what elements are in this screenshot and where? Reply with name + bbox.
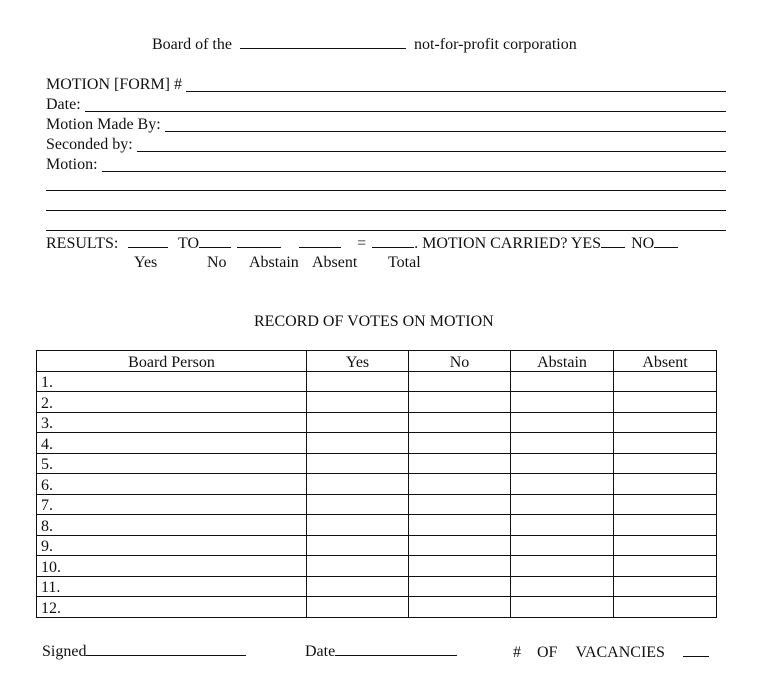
table-row bbox=[37, 494, 717, 515]
vacancies-blank[interactable] bbox=[683, 643, 709, 657]
sub-label-total: Total bbox=[388, 254, 421, 271]
made-by-line[interactable] bbox=[165, 131, 726, 132]
header-line bbox=[152, 35, 577, 53]
footer-date-line[interactable] bbox=[335, 642, 457, 656]
yes-cell[interactable] bbox=[307, 474, 409, 495]
record-title: RECORD OF VOTES ON MOTION bbox=[254, 313, 494, 330]
results-to: TO bbox=[178, 235, 200, 252]
table-row bbox=[37, 392, 717, 413]
header-absent: Absent bbox=[614, 351, 717, 372]
no-cell[interactable] bbox=[409, 556, 511, 577]
no-cell[interactable] bbox=[409, 474, 511, 495]
footer-date-field[interactable] bbox=[305, 642, 457, 660]
date-field[interactable] bbox=[46, 94, 726, 114]
board-person-cell[interactable]: 8. bbox=[37, 515, 307, 536]
board-person-cell[interactable]: 12. bbox=[37, 597, 307, 618]
table-header-row bbox=[37, 351, 717, 372]
motion-form-field[interactable] bbox=[46, 74, 726, 94]
motion-label: Motion: bbox=[46, 156, 98, 173]
yes-cell[interactable] bbox=[307, 412, 409, 433]
vacancies-field[interactable] bbox=[513, 643, 709, 661]
abstain-cell[interactable] bbox=[511, 556, 614, 577]
sub-label-no: No bbox=[207, 254, 227, 271]
absent-cell[interactable] bbox=[614, 474, 717, 495]
abstain-cell[interactable] bbox=[511, 453, 614, 474]
vacancies-of: OF bbox=[537, 644, 558, 661]
vacancies-label: VACANCIES bbox=[575, 644, 665, 661]
yes-cell[interactable] bbox=[307, 556, 409, 577]
absent-cell[interactable] bbox=[614, 556, 717, 577]
abstain-cell[interactable] bbox=[511, 433, 614, 454]
no-cell[interactable] bbox=[409, 412, 511, 433]
signed-label: Signed bbox=[42, 643, 87, 660]
table-row bbox=[37, 535, 717, 556]
motion-form-line[interactable] bbox=[186, 91, 726, 92]
abstain-cell[interactable] bbox=[511, 412, 614, 433]
motion-continuation-line-1[interactable] bbox=[46, 190, 726, 191]
no-cell[interactable] bbox=[409, 392, 511, 413]
no-cell[interactable] bbox=[409, 535, 511, 556]
board-person-cell[interactable]: 1. bbox=[37, 371, 307, 392]
no-cell[interactable] bbox=[409, 597, 511, 618]
motion-line[interactable] bbox=[102, 171, 726, 172]
no-cell[interactable] bbox=[409, 371, 511, 392]
yes-cell[interactable] bbox=[307, 535, 409, 556]
abstain-cell[interactable] bbox=[511, 597, 614, 618]
board-person-cell[interactable]: 9. bbox=[37, 535, 307, 556]
results-label: RESULTS: bbox=[46, 235, 119, 252]
abstain-cell[interactable] bbox=[511, 576, 614, 597]
results-total-blank[interactable] bbox=[372, 234, 414, 248]
no-cell[interactable] bbox=[409, 453, 511, 474]
yes-cell[interactable] bbox=[307, 453, 409, 474]
absent-cell[interactable] bbox=[614, 371, 717, 392]
header-board-person: Board Person bbox=[37, 351, 307, 372]
results-absent-blank[interactable] bbox=[299, 234, 341, 248]
yes-cell[interactable] bbox=[307, 433, 409, 454]
sub-label-absent: Absent bbox=[312, 254, 358, 271]
table-row bbox=[37, 412, 717, 433]
board-person-cell[interactable]: 10. bbox=[37, 556, 307, 577]
absent-cell[interactable] bbox=[614, 392, 717, 413]
abstain-cell[interactable] bbox=[511, 535, 614, 556]
made-by-label: Motion Made By: bbox=[46, 116, 161, 133]
table-row bbox=[37, 371, 717, 392]
motion-continuation-line-3[interactable] bbox=[46, 230, 726, 231]
table-row bbox=[37, 515, 717, 536]
absent-cell[interactable] bbox=[614, 494, 717, 515]
table-row bbox=[37, 556, 717, 577]
seconded-by-field[interactable] bbox=[46, 134, 726, 154]
absent-cell[interactable] bbox=[614, 412, 717, 433]
board-person-cell[interactable]: 7. bbox=[37, 494, 307, 515]
board-person-cell[interactable]: 6. bbox=[37, 474, 307, 495]
yes-cell[interactable] bbox=[307, 494, 409, 515]
absent-cell[interactable] bbox=[614, 515, 717, 536]
signed-line[interactable] bbox=[86, 642, 246, 656]
seconded-by-line[interactable] bbox=[137, 151, 726, 152]
results-row bbox=[46, 234, 678, 252]
board-person-cell[interactable]: 3. bbox=[37, 412, 307, 433]
header-abstain: Abstain bbox=[511, 351, 614, 372]
yes-cell[interactable] bbox=[307, 597, 409, 618]
yes-cell[interactable] bbox=[307, 371, 409, 392]
no-cell[interactable] bbox=[409, 433, 511, 454]
date-line[interactable] bbox=[85, 111, 726, 112]
corporation-name-blank[interactable] bbox=[240, 35, 406, 49]
sub-label-abstain: Abstain bbox=[249, 254, 299, 271]
results-no-blank[interactable] bbox=[199, 234, 231, 248]
no-cell[interactable] bbox=[409, 515, 511, 536]
yes-cell[interactable] bbox=[307, 576, 409, 597]
board-person-cell[interactable]: 2. bbox=[37, 392, 307, 413]
results-carried: . MOTION CARRIED? YES bbox=[414, 235, 602, 252]
motion-field[interactable] bbox=[46, 154, 726, 174]
results-no-label: NO bbox=[631, 235, 655, 252]
carried-no-blank[interactable] bbox=[654, 234, 678, 248]
no-cell[interactable] bbox=[409, 576, 511, 597]
table-row bbox=[37, 597, 717, 618]
header-suffix: not-for-profit corporation bbox=[413, 36, 577, 53]
absent-cell[interactable] bbox=[614, 433, 717, 454]
board-person-cell[interactable]: 4. bbox=[37, 433, 307, 454]
header-yes: Yes bbox=[307, 351, 409, 372]
votes-table bbox=[36, 350, 717, 618]
sub-label-yes: Yes bbox=[134, 254, 158, 271]
abstain-cell[interactable] bbox=[511, 371, 614, 392]
header-no: No bbox=[409, 351, 511, 372]
abstain-cell[interactable] bbox=[511, 392, 614, 413]
date-label: Date: bbox=[46, 96, 81, 113]
absent-cell[interactable] bbox=[614, 535, 717, 556]
carried-yes-blank[interactable] bbox=[601, 234, 625, 248]
abstain-cell[interactable] bbox=[511, 515, 614, 536]
made-by-field[interactable] bbox=[46, 114, 726, 134]
absent-cell[interactable] bbox=[614, 453, 717, 474]
yes-cell[interactable] bbox=[307, 515, 409, 536]
header-prefix: Board of the bbox=[152, 36, 232, 53]
vacancies-hash: # bbox=[513, 644, 521, 661]
results-abstain-blank[interactable] bbox=[237, 234, 281, 248]
abstain-cell[interactable] bbox=[511, 494, 614, 515]
board-person-cell[interactable]: 5. bbox=[37, 453, 307, 474]
absent-cell[interactable] bbox=[614, 597, 717, 618]
no-cell[interactable] bbox=[409, 494, 511, 515]
yes-cell[interactable] bbox=[307, 392, 409, 413]
results-equals: = bbox=[357, 235, 367, 252]
footer-date-label: Date bbox=[305, 643, 336, 660]
absent-cell[interactable] bbox=[614, 576, 717, 597]
table-row bbox=[37, 474, 717, 495]
motion-form-label: MOTION [FORM] # bbox=[46, 76, 182, 93]
table-row bbox=[37, 433, 717, 454]
signed-field[interactable] bbox=[42, 642, 246, 660]
seconded-by-label: Seconded by: bbox=[46, 136, 133, 153]
abstain-cell[interactable] bbox=[511, 474, 614, 495]
table-row bbox=[37, 453, 717, 474]
results-yes-blank[interactable] bbox=[128, 234, 168, 248]
board-person-cell[interactable]: 11. bbox=[37, 576, 307, 597]
motion-continuation-line-2[interactable] bbox=[46, 210, 726, 211]
table-row bbox=[37, 576, 717, 597]
